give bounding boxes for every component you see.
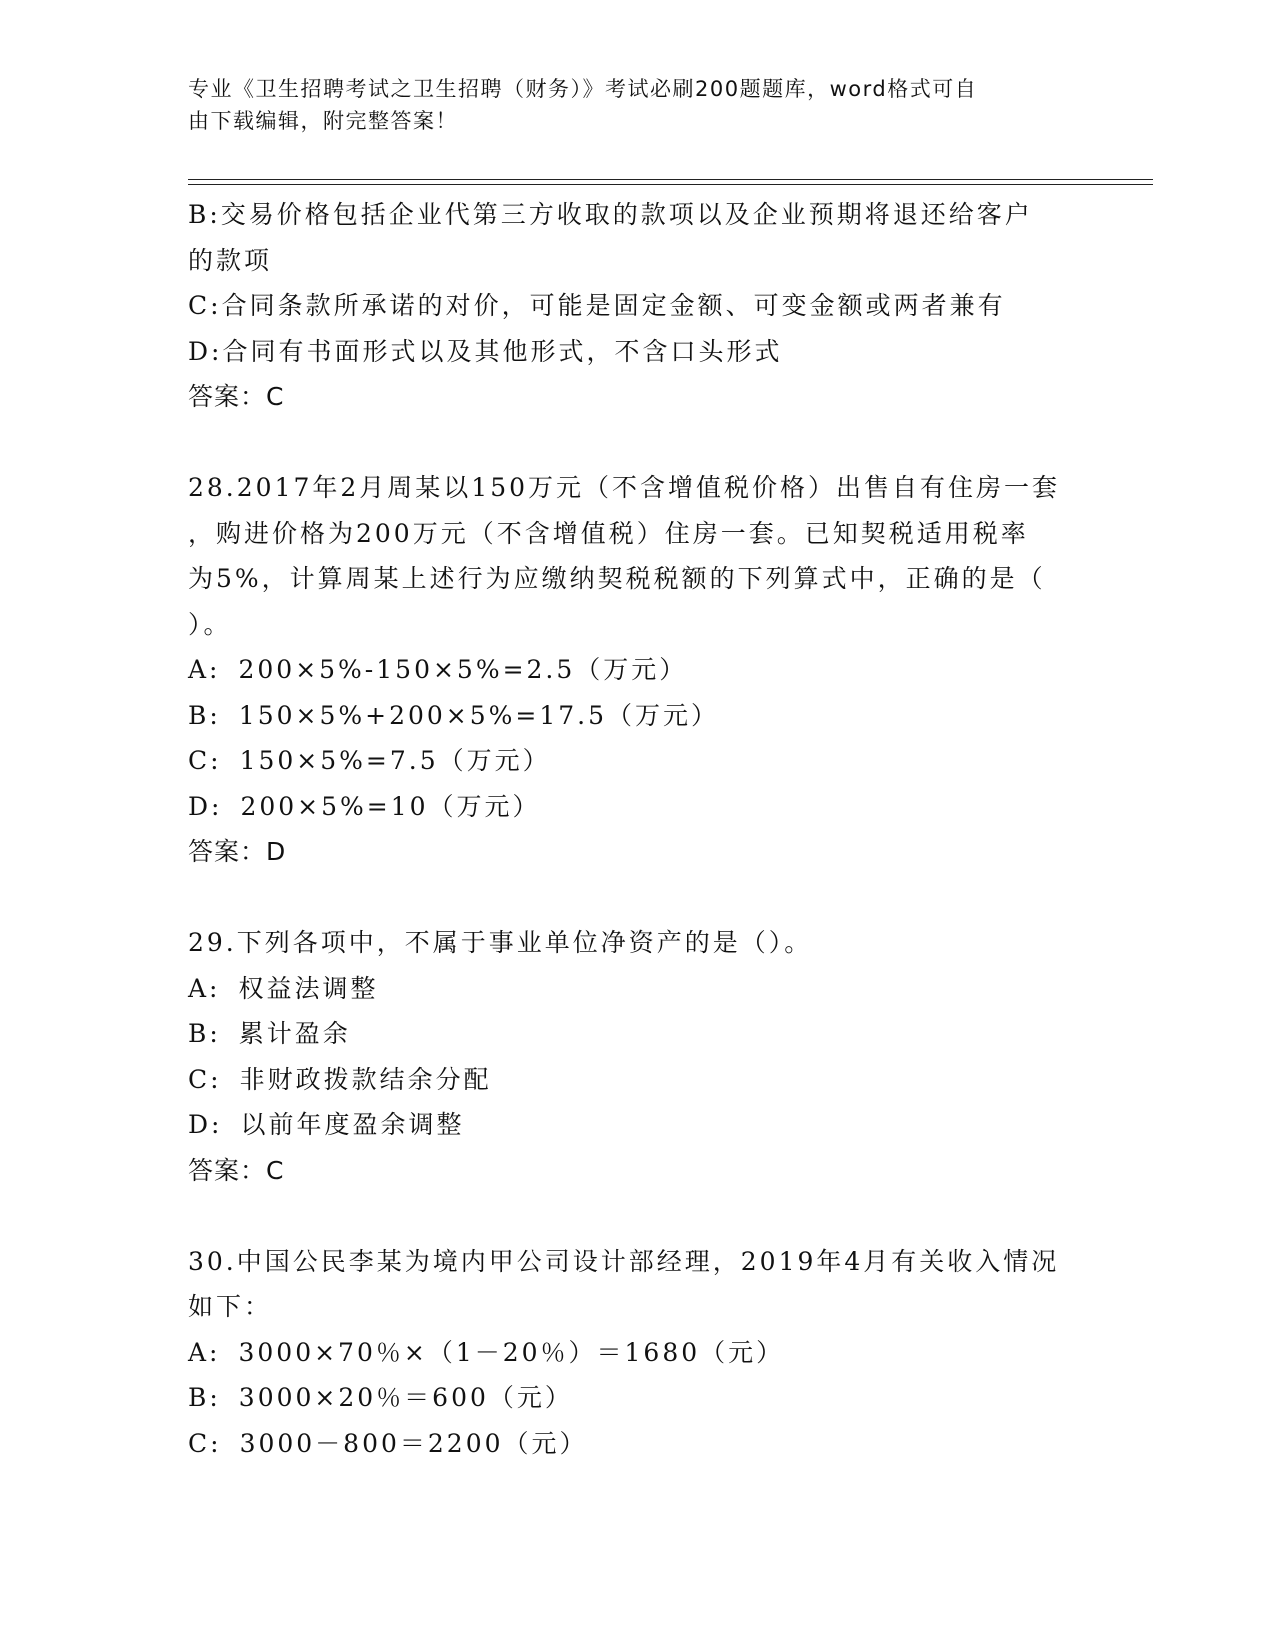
option-d <box>188 784 1078 830</box>
option-label: C: <box>188 1064 222 1094</box>
option-text: 3000×20％＝600（元） <box>238 1383 573 1412</box>
option-text: 以前年度盈余调整 <box>240 1110 465 1139</box>
option-text: 权益法调整 <box>238 973 379 1003</box>
option-text: 200×5%-150×5%=2.5（万元） <box>238 655 688 684</box>
option-b <box>188 1011 1078 1057</box>
question-stem-line: ，购进价格为200万元（不含增值税）住房一套。已知契税适用税率 <box>188 518 1029 548</box>
option-label: B: <box>188 1019 221 1048</box>
option-text: 合同条款所承诺的对价，可能是固定金额、可变金额或两者兼有 <box>221 291 1006 320</box>
option-label: A: <box>188 973 221 1003</box>
option-b <box>188 693 1078 739</box>
option-d <box>188 1102 1078 1148</box>
answer-line: 答案：C <box>188 382 285 411</box>
option-a <box>188 1330 1078 1376</box>
question-27-tail <box>188 192 1078 420</box>
option-text: 合同有书面形式以及其他形式，不含口头形式 <box>222 336 783 366</box>
header-divider-bottom <box>188 184 1153 185</box>
option-text: 150×5%+200×5%=17.5（万元） <box>238 700 720 730</box>
option-text: 3000－800＝2200（元） <box>239 1428 588 1458</box>
option-c <box>188 1421 1078 1467</box>
option-b <box>188 1375 1078 1421</box>
option-label: D: <box>188 1110 223 1139</box>
question-stem-line: 如下： <box>188 1292 273 1321</box>
header-line-2: 由下载编辑，附完整答案！ <box>188 109 458 133</box>
option-text: 3000×70％×（1－20％）＝1680（元） <box>238 1337 785 1367</box>
answer-line: 答案：C <box>188 1155 285 1185</box>
question-stem-line: 29.下列各项中，不属于事业单位净资产的是（）。 <box>188 928 813 957</box>
question-stem-line: 28.2017年2月周某以150万元（不含增值税价格）出售自有住房一套 <box>188 473 1061 502</box>
option-label: C: <box>188 1428 222 1458</box>
option-text: 交易价格包括企业代第三方收取的款项以及企业预期将退还给客户 <box>220 200 1033 229</box>
option-c <box>188 283 1078 329</box>
question-30 <box>188 1239 1078 1467</box>
option-text: 150×5%=7.5（万元） <box>239 746 551 775</box>
option-label: C: <box>188 746 222 775</box>
option-c <box>188 1057 1078 1103</box>
question-29 <box>188 920 1078 1193</box>
option-text: 累计盈余 <box>238 1019 351 1048</box>
option-a <box>188 647 1078 693</box>
answer-line: 答案：D <box>188 837 287 866</box>
option-label: D: <box>188 791 223 821</box>
option-label: B: <box>188 700 221 730</box>
option-label: A: <box>188 655 221 684</box>
option-text: 200×5%=10（万元） <box>240 791 541 821</box>
option-label: C: <box>188 291 222 320</box>
document-header <box>188 73 1068 137</box>
question-28 <box>188 465 1078 875</box>
question-stem-line: 30.中国公民李某为境内甲公司设计部经理，2019年4月有关收入情况 <box>188 1246 1060 1276</box>
option-c <box>188 738 1078 784</box>
option-a <box>188 966 1078 1012</box>
question-stem-line: 为5%，计算周某上述行为应缴纳契税税额的下列算式中，正确的是（ <box>188 564 1046 593</box>
option-b <box>188 192 1078 238</box>
option-label: B: <box>188 1383 221 1412</box>
header-divider-top <box>188 179 1153 180</box>
header-line-1: 专业《卫生招聘考试之卫生招聘（财务）》考试必刷200题题库，word格式可自 <box>188 77 978 101</box>
option-label: B: <box>188 200 221 229</box>
option-label: D: <box>188 336 223 366</box>
question-body <box>188 192 1078 1466</box>
option-d <box>188 329 1078 375</box>
option-b-continuation: 的款项 <box>188 245 273 275</box>
option-text: 非财政拨款结余分配 <box>239 1064 492 1094</box>
option-label: A: <box>188 1337 221 1367</box>
question-stem-line: ）。 <box>188 609 232 639</box>
